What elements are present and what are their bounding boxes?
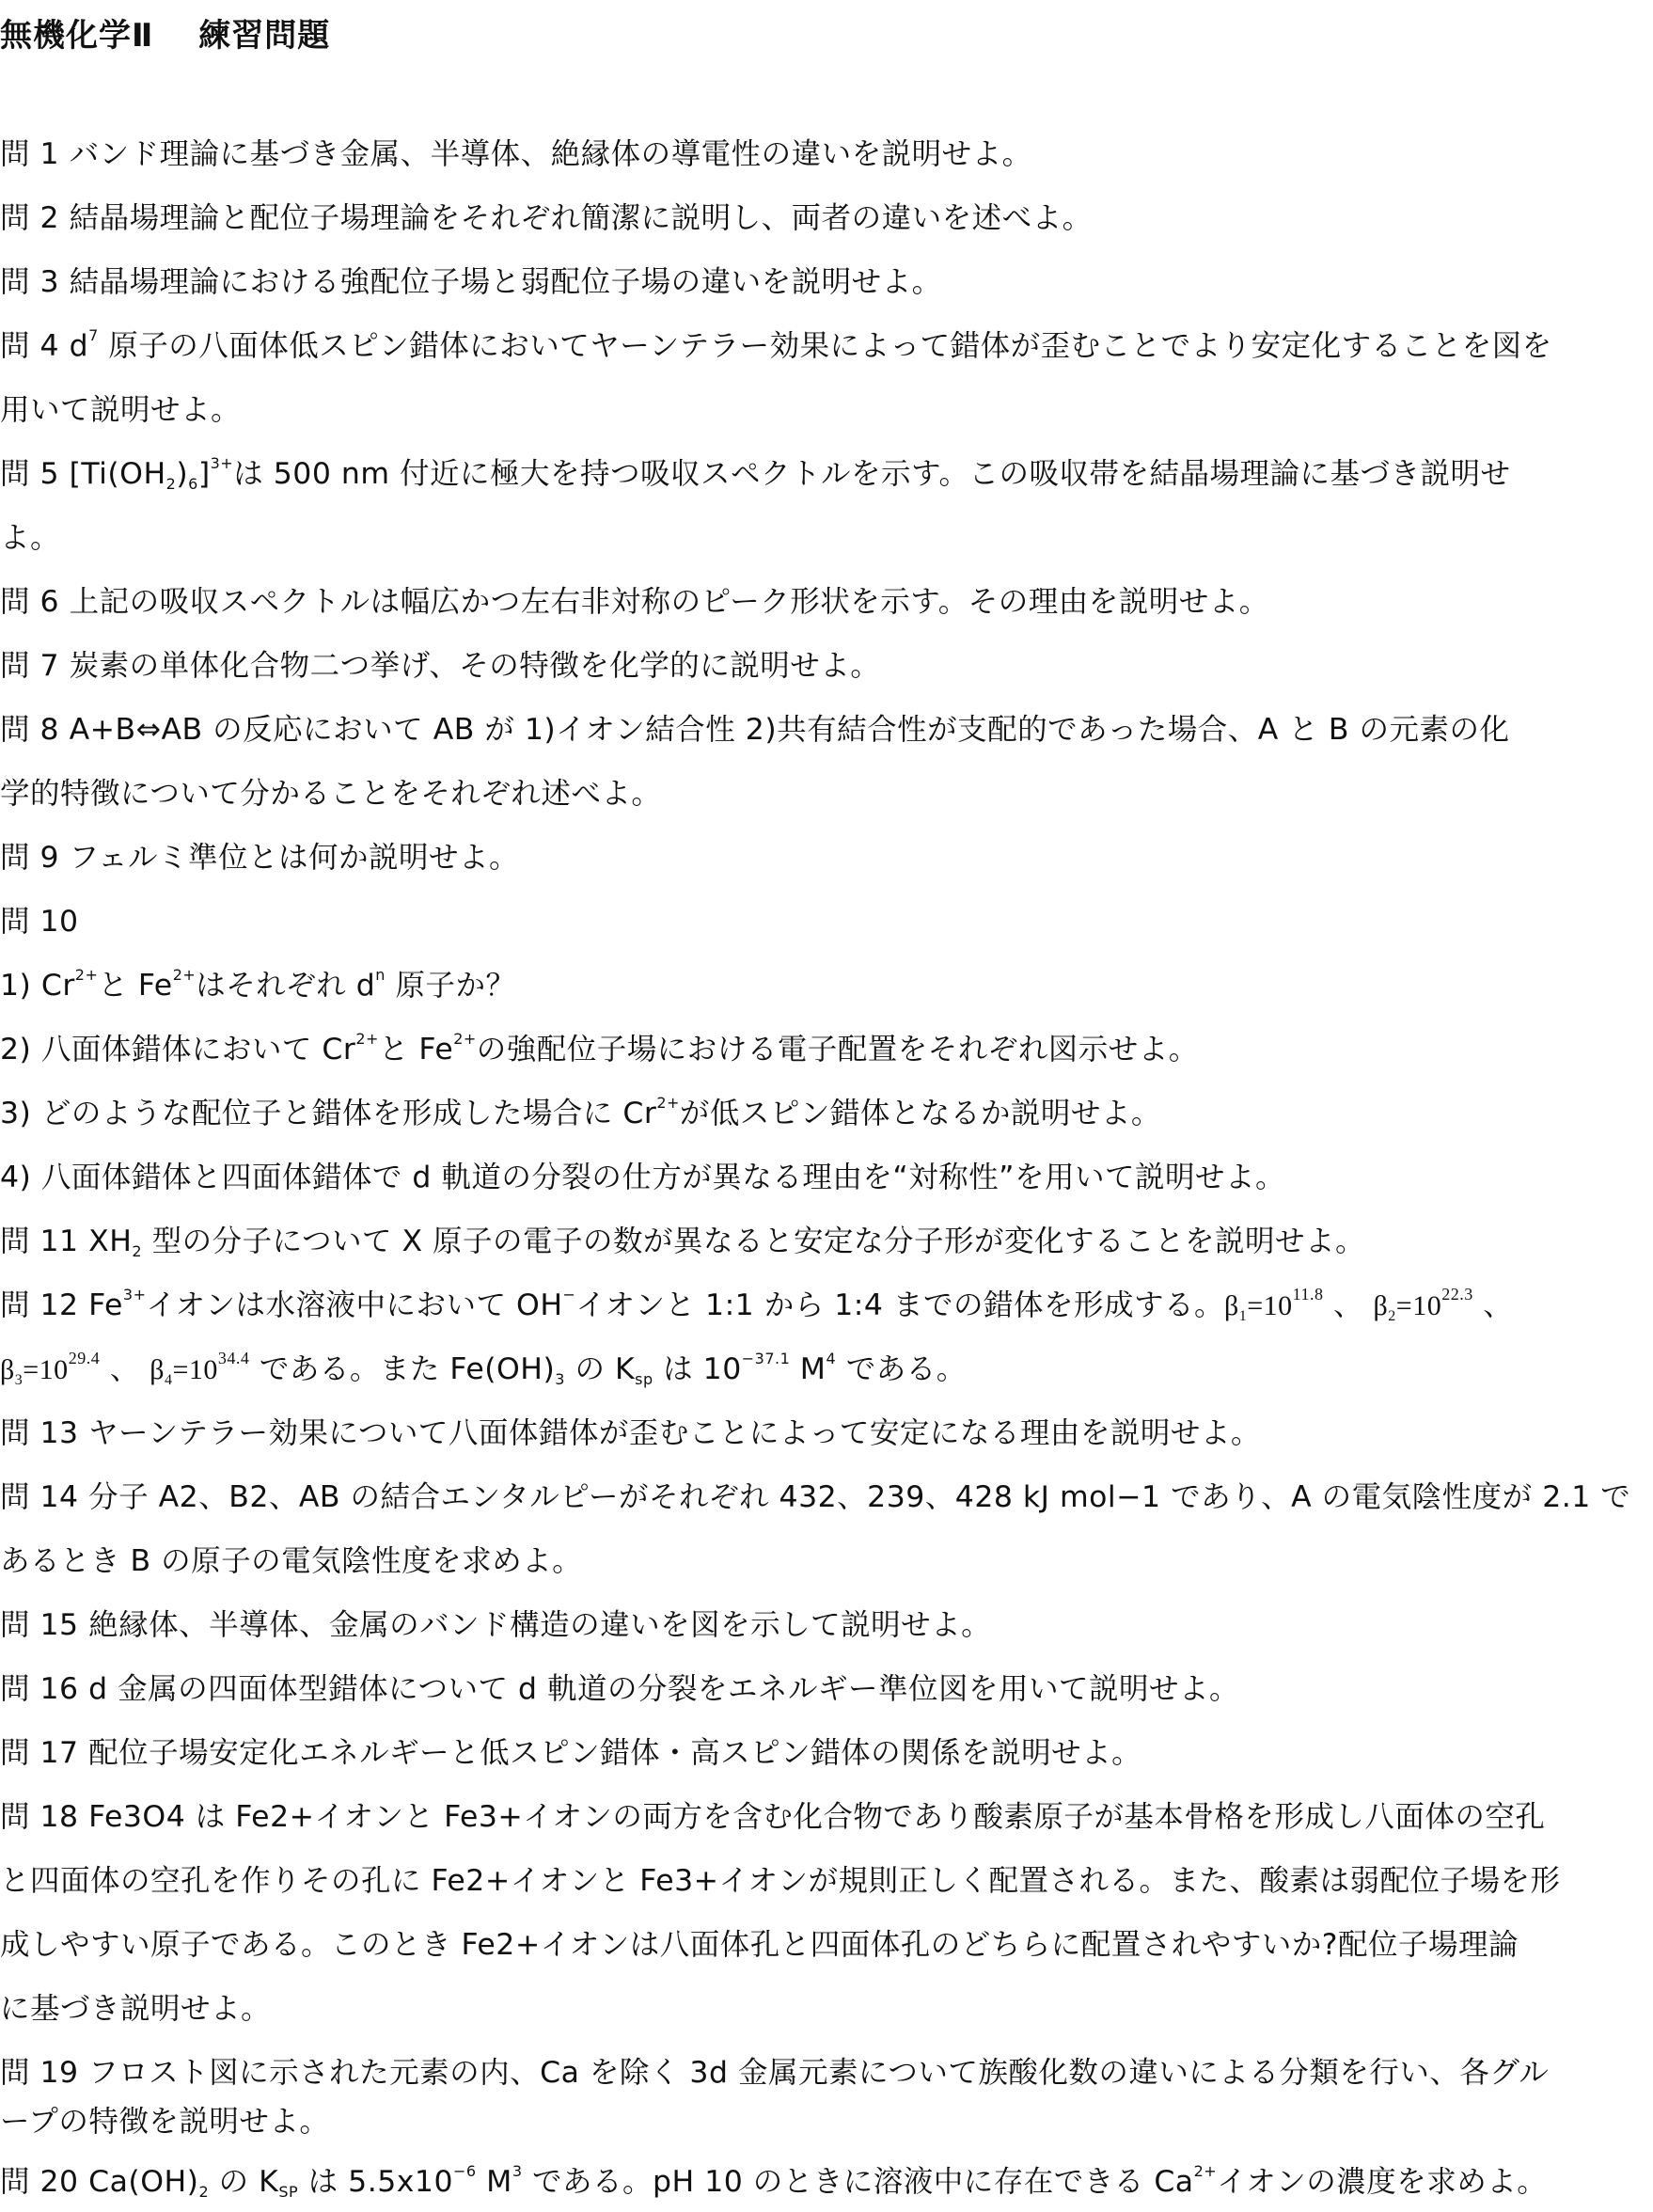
document-title: 無機化学Ⅱ 練習問題 [0, 17, 331, 55]
beta-4: $\beta_4=10^{34.4}$ [150, 1349, 250, 1388]
question-8: 問 8 A+B⇔AB の反応において AB が 1)イオン結合性 2)共有結合性が支配的であった場合、A と B の元素の化 [0, 713, 1510, 747]
question-2: 問 2 結晶場理論と配位子場理論をそれぞれ簡潔に説明し、両者の違いを述べよ。 [0, 201, 1093, 235]
question-18-line-2: と四面体の空孔を作りその孔に Fe2+イオンと Fe3+イオンが規則正しく配置される。また、酸素は弱配位子場を形 [0, 1864, 1561, 1898]
question-20: 問 20 $Ca(OH)_2$ の $K_{SP}$ は $5.5x10^{-6}$ $M^3$ である。pH 10 のときに溶液中に存在できる $Ca^{2+}$イオンの濃度を求めよ。 [0, 2162, 1548, 2201]
question-3: 問 3 結晶場理論における強配位子場と弱配位子場の違いを説明せよ。 [0, 265, 942, 299]
question-10-part-4: 4) 八面体錯体と四面体錯体で d 軌道の分裂の仕方が異なる理由を“対称性”を用いて説明せよ。 [0, 1161, 1286, 1194]
question-4-continued: 用いて説明せよ。 [0, 393, 242, 427]
question-1: 問 1 バンド理論に基づき金属、半導体、絶縁体の導電性の違いを説明せよ。 [0, 137, 1032, 171]
question-4: 問 4 $d^7$ 原子の八面体低スピン錯体においてヤーンテラー効果によって錯体が歪むことでより安定化することを図を [0, 326, 1552, 363]
question-14-continued: あるとき B の原子の電気陰性度を求めよ。 [0, 1544, 583, 1578]
question-17: 問 17 配位子場安定化エネルギーと低スピン錯体・高スピン錯体の関係を説明せよ。 [0, 1736, 1142, 1770]
question-19-continued: ープの特徴を説明せよ。 [0, 2105, 330, 2139]
beta-2: $\beta_2=10^{22.3}$ [1373, 1285, 1473, 1324]
question-18-line-3: 成しやすい原子である。このとき Fe2+イオンは八面体孔と四面体孔のどちらに配置されやすいか?配位子場理論 [0, 1928, 1519, 1962]
question-6: 問 6 上記の吸収スペクトルは幅広かつ左右非対称のピーク形状を示す。その理由を説明せよ。 [0, 585, 1269, 619]
question-10-part-1: 1) $Cr^{2+}$と $Fe^{2+}$はそれぞれ $d^n$ 原子か？ [0, 966, 516, 1003]
question-13: 問 13 ヤーンテラー効果について八面体錯体が歪むことによって安定になる理由を説明せよ。 [0, 1416, 1261, 1450]
question-12: 問 12 $Fe^{3+}$イオンは水溶液中において OH−イオンと 1:1 から 1:4 までの錯体を形成する。$\beta_1=10^{11.8}$ 、 $\beta_2=10^{22.3}$ 、 [0, 1285, 1514, 1324]
question-16: 問 16 d 金属の四面体型錯体について d 軌道の分裂をエネルギー準位図を用いて説明せよ。 [0, 1672, 1240, 1706]
question-14: 問 14 分子 A2、B2、AB の結合エンタルピーがそれぞれ 432、239、428 kJ mol−1 であり、A の電気陰性度が 2.1 で [0, 1480, 1631, 1514]
question-9: 問 9 フェルミ準位とは何か説明せよ。 [0, 841, 519, 875]
question-5-continued: よ。 [0, 521, 61, 555]
question-15: 問 15 絶縁体、半導体、金属のバンド構造の違いを図を示して説明せよ。 [0, 1608, 992, 1642]
question-5: 問 5 $[Ti(OH_2)_6]^{3+}$は 500 nm 付近に極大を持つ吸収スペクトルを示す。この吸収帯を結晶場理論に基づき説明せ [0, 454, 1511, 493]
question-10-part-3: 3) どのような配位子と錯体を形成した場合に $Cr^{2+}$が低スピン錯体となるか説明せよ。 [0, 1094, 1161, 1130]
question-10-part-2: 2) 八面体錯体において $Cr^{2+}$と $Fe^{2+}$の強配位子場における電子配置をそれぞれ図示せよ。 [0, 1030, 1199, 1066]
question-8-continued: 学的特徴について分かることをそれぞれ述べよ。 [0, 777, 662, 811]
question-10-label: 問 10 [0, 905, 79, 939]
beta-1: $\beta_1=10^{11.8}$ [1223, 1285, 1324, 1324]
question-19: 問 19 フロスト図に示された元素の内、Ca を除く 3d 金属元素について族酸化数の違いによる分類を行い、各グル [0, 2056, 1550, 2090]
question-11: 問 11 $XH_2$ 型の分子について X 原子の電子の数が異なると安定な分子形が変化することを説明せよ。 [0, 1224, 1366, 1260]
question-7: 問 7 炭素の単体化合物二つ挙げ、その特徴を化学的に説明せよ。 [0, 649, 881, 683]
question-12-continued: $\beta_3=10^{29.4}$ 、 $\beta_4=10^{34.4}$ である。また $Fe(OH)_3$ の $K_{sp}$ は $10^{-37.1}$ $M^4$ である。 [0, 1349, 967, 1388]
question-18-line-4: に基づき説明せよ。 [0, 1992, 272, 2026]
question-18: 問 18 Fe3O4 は Fe2+イオンと Fe3+イオンの両方を含む化合物であり酸素原子が基本骨格を形成し八面体の空孔 [0, 1800, 1546, 1834]
beta-3: $\beta_3=10^{29.4}$ [0, 1349, 101, 1388]
